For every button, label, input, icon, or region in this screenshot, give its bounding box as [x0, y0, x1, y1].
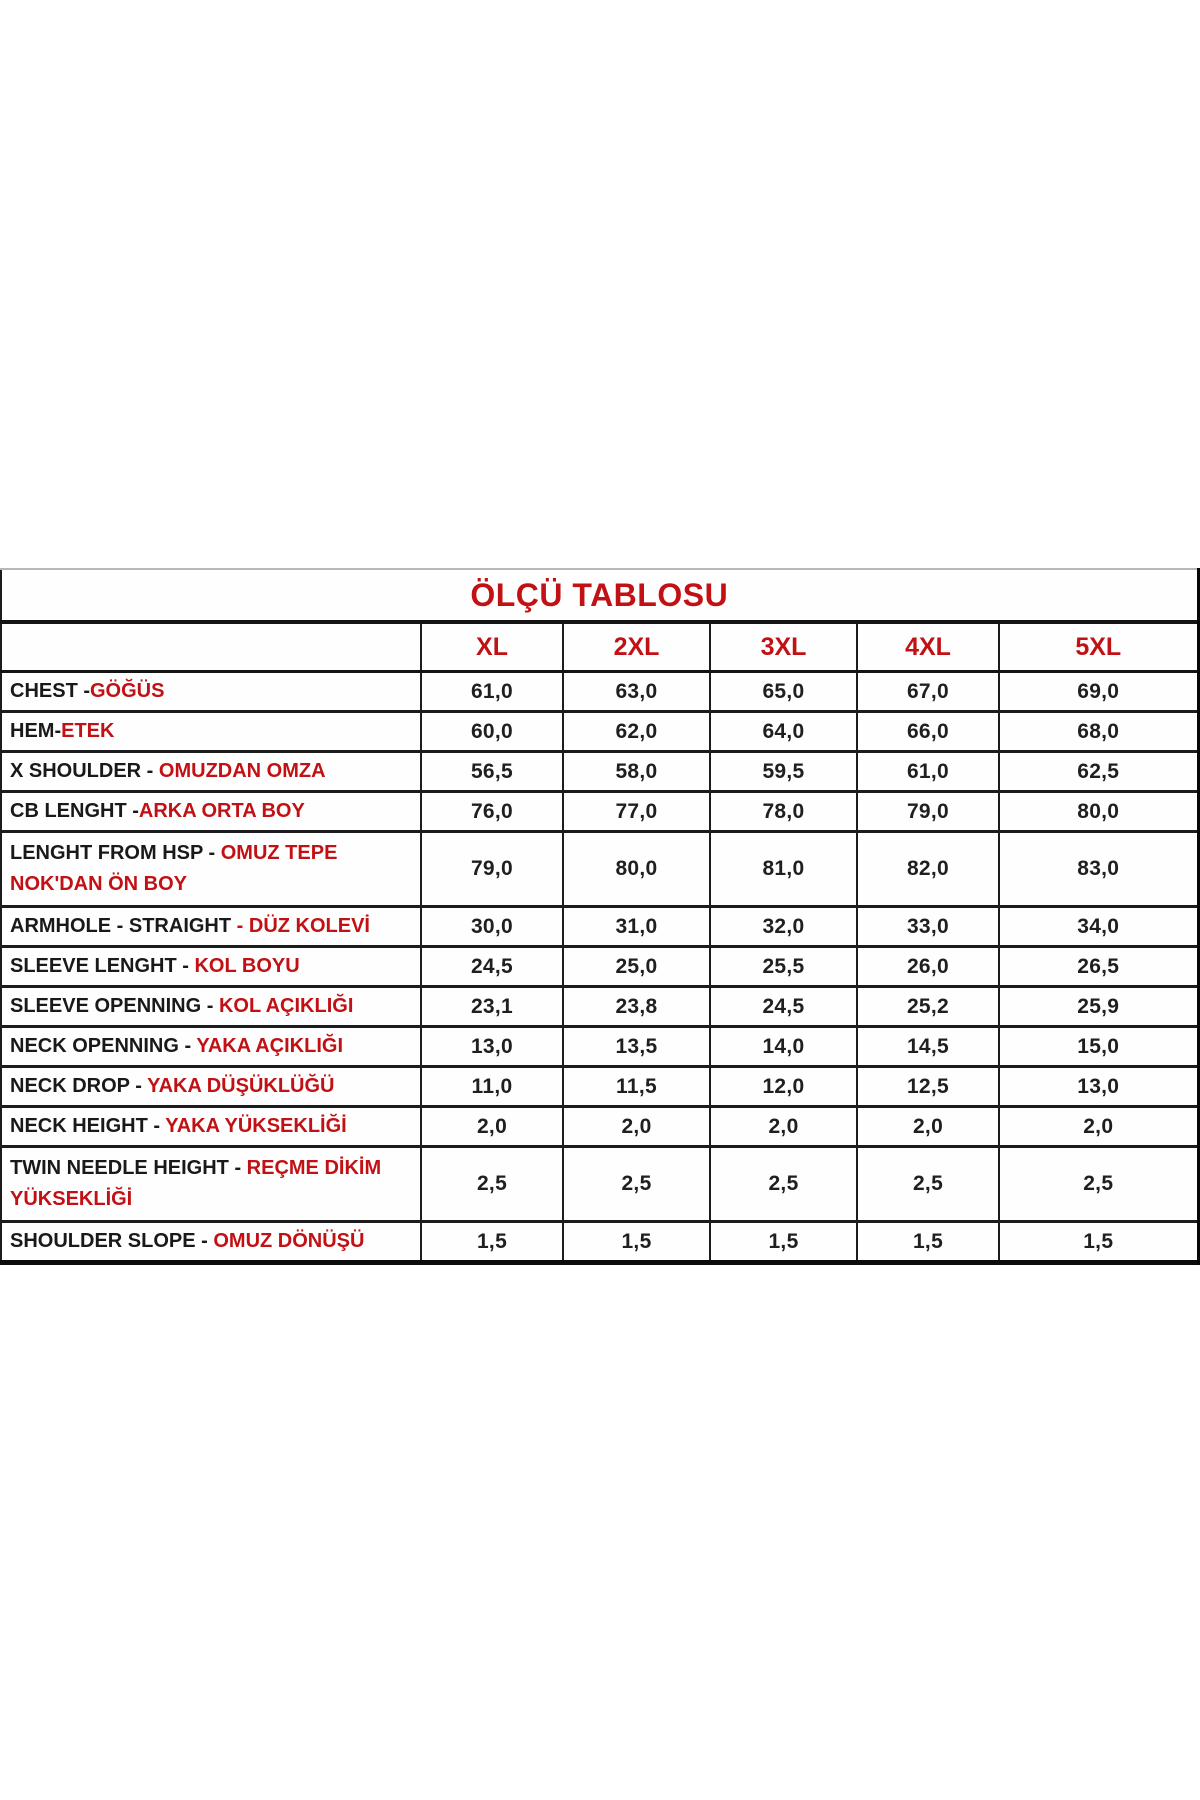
measurement-value: 33,0: [857, 907, 999, 947]
measurement-label-tr: OMUZDAN OMZA: [158, 760, 326, 782]
measurement-value: 2,5: [999, 1147, 1200, 1222]
measurement-label-en: CB LENGHT -: [10, 800, 139, 822]
size-column-header-xl: XL: [421, 622, 563, 672]
measurement-value: 2,0: [710, 1107, 857, 1147]
measurement-label-en: SLEEVE OPENNING -: [10, 995, 219, 1017]
measurement-value: 11,0: [421, 1067, 563, 1107]
measurement-label-tr: ETEK: [61, 720, 115, 742]
measurement-value: 1,5: [563, 1222, 710, 1263]
measurement-value: 2,0: [421, 1107, 563, 1147]
measurement-value: 12,0: [710, 1067, 857, 1107]
measurement-value: 11,5: [563, 1067, 710, 1107]
measurement-value: 14,0: [710, 1027, 857, 1067]
measurement-value: 79,0: [857, 792, 999, 832]
measurement-label: [1, 832, 421, 907]
measurement-value: 23,1: [421, 987, 563, 1027]
measurement-value: 81,0: [710, 832, 857, 907]
measurement-value: 80,0: [999, 792, 1200, 832]
measurement-value: 1,5: [710, 1222, 857, 1263]
table-row: [1, 672, 1200, 712]
measurement-value: 2,5: [421, 1147, 563, 1222]
measurement-value: 65,0: [710, 672, 857, 712]
measurement-value: 25,0: [563, 947, 710, 987]
size-table: [0, 568, 1200, 1265]
measurement-label: [1, 1222, 421, 1263]
measurement-label: [1, 1107, 421, 1147]
table-row: [1, 1107, 1200, 1147]
table-title: ÖLÇÜ TABLOSU: [1, 569, 1200, 622]
measurement-value: 25,5: [710, 947, 857, 987]
measurement-value: 25,9: [999, 987, 1200, 1027]
table-row: [1, 987, 1200, 1027]
measurement-label-tr: YAKA YÜKSEKLİĞİ: [165, 1115, 347, 1137]
measurement-label-tr: YAKA AÇIKLIĞI: [196, 1035, 344, 1057]
measurement-value: 63,0: [563, 672, 710, 712]
measurement-label-tr: KOL BOYU: [194, 955, 300, 977]
measurement-label-tr: OMUZ DÖNÜŞÜ: [213, 1230, 365, 1252]
measurement-value: 60,0: [421, 712, 563, 752]
measurement-value: 61,0: [421, 672, 563, 712]
measurement-value: 61,0: [857, 752, 999, 792]
measurement-label-tr: YAKA DÜŞÜKLÜĞÜ: [147, 1075, 335, 1097]
measurement-value: 2,0: [999, 1107, 1200, 1147]
size-header-row: [1, 622, 1200, 672]
measurement-label-en: SHOULDER SLOPE -: [10, 1230, 214, 1252]
table-row: [1, 947, 1200, 987]
measurement-value: 15,0: [999, 1027, 1200, 1067]
table-row: [1, 1147, 1200, 1222]
measurement-value: 1,5: [857, 1222, 999, 1263]
measurement-value: 80,0: [563, 832, 710, 907]
measurement-value: 13,0: [421, 1027, 563, 1067]
measurement-value: 32,0: [710, 907, 857, 947]
measurement-label-tr: - DÜZ KOLEVİ: [236, 915, 370, 937]
measurement-label-en: NECK HEIGHT -: [10, 1115, 166, 1137]
measurement-value: 77,0: [563, 792, 710, 832]
measurement-value: 31,0: [563, 907, 710, 947]
measurement-value: 68,0: [999, 712, 1200, 752]
corner-cell: [1, 622, 421, 672]
measurement-value: 13,5: [563, 1027, 710, 1067]
measurement-label-tr: ARKA ORTA BOY: [138, 800, 305, 822]
measurement-value: 2,5: [710, 1147, 857, 1222]
measurement-value: 34,0: [999, 907, 1200, 947]
measurement-value: 83,0: [999, 832, 1200, 907]
measurement-label-en: LENGHT FROM HSP -: [10, 842, 221, 864]
measurement-label-en: TWIN NEEDLE HEIGHT -: [10, 1157, 247, 1179]
size-column-header-3xl: 3XL: [710, 622, 857, 672]
measurement-value: 69,0: [999, 672, 1200, 712]
measurement-label-en: ARMHOLE - STRAIGHT: [10, 915, 237, 937]
measurement-label: [1, 1067, 421, 1107]
measurement-value: 26,0: [857, 947, 999, 987]
measurement-label: [1, 792, 421, 832]
measurement-label-tr: REÇME DİKİM YÜKSEKLİĞİ: [10, 1157, 382, 1210]
measurement-label-tr: GÖĞÜS: [90, 680, 165, 702]
measurement-value: 58,0: [563, 752, 710, 792]
title-row: [1, 569, 1200, 622]
table-row: [1, 1067, 1200, 1107]
table-row: [1, 752, 1200, 792]
measurement-label-tr: KOL AÇIKLIĞI: [218, 995, 354, 1017]
measurement-label-tr: OMUZ TEPE NOK'DAN ÖN BOY: [10, 842, 338, 895]
measurement-value: 82,0: [857, 832, 999, 907]
measurement-value: 25,2: [857, 987, 999, 1027]
measurement-value: 2,0: [857, 1107, 999, 1147]
measurement-value: 66,0: [857, 712, 999, 752]
measurement-value: 24,5: [710, 987, 857, 1027]
table-row: [1, 832, 1200, 907]
measurement-value: 1,5: [999, 1222, 1200, 1263]
size-chart: [0, 568, 1200, 1265]
measurement-label: [1, 1147, 421, 1222]
measurement-label-en: HEM-: [10, 720, 62, 742]
measurement-label-en: NECK OPENNING -: [10, 1035, 197, 1057]
table-row: [1, 1222, 1200, 1263]
measurement-value: 14,5: [857, 1027, 999, 1067]
measurement-label: [1, 672, 421, 712]
measurement-value: 13,0: [999, 1067, 1200, 1107]
measurement-label: [1, 987, 421, 1027]
measurement-value: 2,0: [563, 1107, 710, 1147]
measurement-value: 62,5: [999, 752, 1200, 792]
measurement-label: [1, 907, 421, 947]
measurement-value: 64,0: [710, 712, 857, 752]
measurement-value: 26,5: [999, 947, 1200, 987]
measurement-label-en: X SHOULDER -: [10, 760, 159, 782]
measurement-value: 12,5: [857, 1067, 999, 1107]
measurement-value: 23,8: [563, 987, 710, 1027]
measurement-label: [1, 712, 421, 752]
measurement-value: 79,0: [421, 832, 563, 907]
measurement-label: [1, 947, 421, 987]
measurement-value: 2,5: [563, 1147, 710, 1222]
size-column-header-5xl: 5XL: [999, 622, 1200, 672]
measurement-value: 24,5: [421, 947, 563, 987]
measurement-value: 76,0: [421, 792, 563, 832]
measurement-label-en: CHEST -: [10, 680, 90, 702]
measurement-value: 78,0: [710, 792, 857, 832]
size-column-header-4xl: 4XL: [857, 622, 999, 672]
measurement-value: 56,5: [421, 752, 563, 792]
measurement-value: 30,0: [421, 907, 563, 947]
measurement-value: 67,0: [857, 672, 999, 712]
measurement-value: 2,5: [857, 1147, 999, 1222]
measurement-label-en: NECK DROP -: [10, 1075, 148, 1097]
measurement-value: 62,0: [563, 712, 710, 752]
measurement-label: [1, 1027, 421, 1067]
measurement-label-en: SLEEVE LENGHT -: [10, 955, 195, 977]
table-row: [1, 1027, 1200, 1067]
size-column-header-2xl: 2XL: [563, 622, 710, 672]
measurement-label: [1, 752, 421, 792]
table-row: [1, 907, 1200, 947]
table-row: [1, 712, 1200, 752]
measurement-value: 1,5: [421, 1222, 563, 1263]
table-row: [1, 792, 1200, 832]
measurement-value: 59,5: [710, 752, 857, 792]
